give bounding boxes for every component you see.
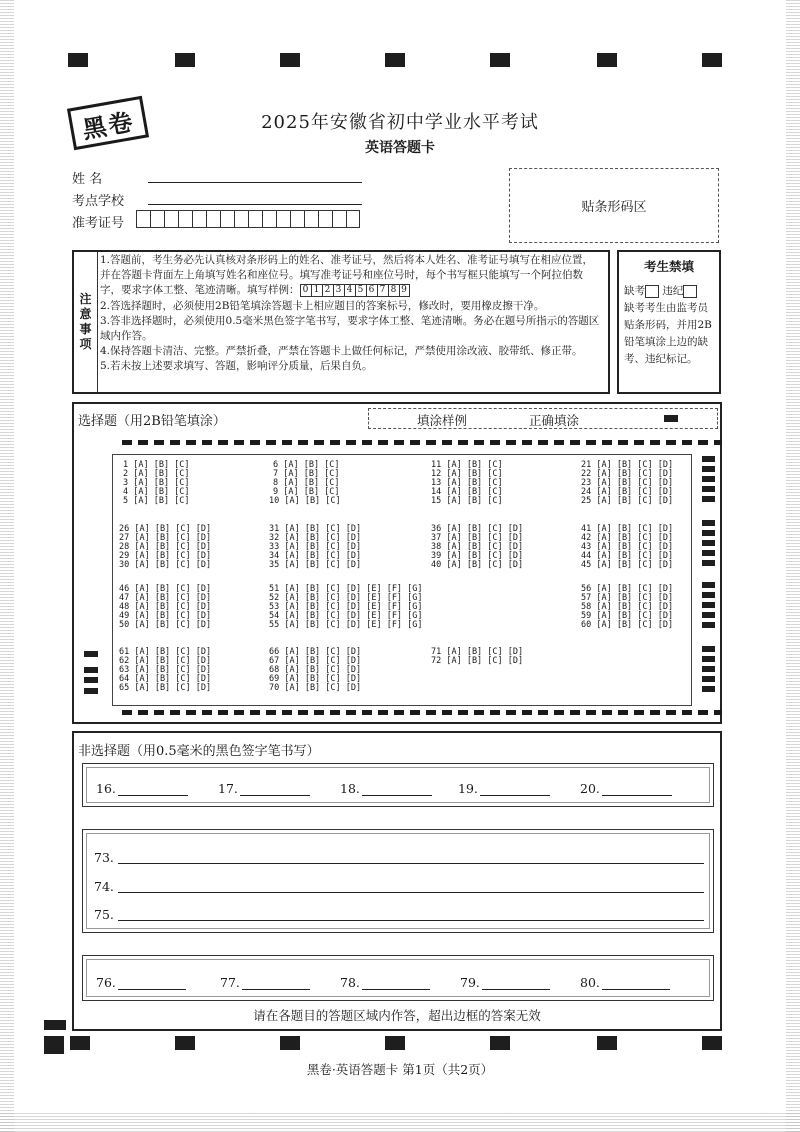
question-row[interactable]: 21 [A] [B] [C] [D] — [581, 460, 674, 470]
page-subtitle: 英语答题卡 — [365, 140, 435, 156]
question-row[interactable]: 26 [A] [B] [C] [D] — [119, 524, 212, 534]
q17-label: 17. — [218, 781, 238, 796]
id-label: 准考证号 — [72, 216, 125, 231]
question-row[interactable]: 7 [A] [B] [C] — [273, 469, 340, 479]
question-row[interactable]: 45 [A] [B] [C] [D] — [581, 560, 674, 570]
question-row[interactable]: 36 [A] [B] [C] [D] — [431, 524, 524, 534]
question-row[interactable]: 54 [A] [B] [C] [D] [E] [F] [G] — [269, 611, 423, 621]
timing-mark — [175, 53, 195, 67]
question-row[interactable]: 47 [A] [B] [C] [D] — [119, 593, 212, 603]
question-row[interactable]: 57 [A] [B] [C] [D] — [581, 593, 674, 603]
row-mark — [702, 602, 715, 608]
question-row[interactable]: 46 [A] [B] [C] [D] — [119, 584, 212, 594]
question-row[interactable]: 52 [A] [B] [C] [D] [E] [F] [G] — [269, 593, 423, 603]
row-mark — [702, 456, 715, 462]
q19-answer-line[interactable] — [480, 795, 550, 796]
question-row[interactable]: 71 [A] [B] [C] [D] — [431, 647, 524, 657]
q79-answer-line[interactable] — [482, 989, 550, 990]
q77-answer-line[interactable] — [242, 989, 310, 990]
q78-answer-line[interactable] — [362, 989, 430, 990]
question-row[interactable]: 59 [A] [B] [C] [D] — [581, 611, 674, 621]
row-mark — [702, 622, 715, 628]
question-row[interactable]: 51 [A] [B] [C] [D] [E] [F] [G] — [269, 584, 423, 594]
question-row[interactable]: 29 [A] [B] [C] [D] — [119, 551, 212, 561]
timing-mark — [597, 53, 617, 67]
absent-row: 缺考 违纪 — [624, 283, 714, 300]
question-row[interactable]: 72 [A] [B] [C] [D] — [431, 656, 524, 666]
school-field[interactable] — [148, 204, 362, 205]
question-row[interactable]: 23 [A] [B] [C] [D] — [581, 478, 674, 488]
row-mark — [702, 676, 715, 682]
question-row[interactable]: 11 [A] [B] [C] — [431, 460, 503, 470]
row-mark — [702, 496, 715, 502]
question-row[interactable]: 27 [A] [B] [C] [D] — [119, 533, 212, 543]
question-row[interactable]: 2 [A] [B] [C] — [123, 469, 190, 479]
row-mark — [702, 592, 715, 598]
side-mark — [84, 667, 98, 673]
sample-digits: 0 1 2 3 4 5 6 7 8 9 — [300, 284, 410, 297]
question-row[interactable]: 24 [A] [B] [C] [D] — [581, 487, 674, 497]
fill-sample-label: 填涂样例 — [417, 413, 468, 428]
question-row[interactable]: 5 [A] [B] [C] — [123, 496, 190, 506]
row-mark — [702, 540, 715, 546]
choice-heading: 选择题（用2B铅笔填涂） — [78, 414, 226, 429]
warning-text: 请在各题目的答题区域内作答，超出边框的答案无效 — [253, 1008, 541, 1023]
question-row[interactable]: 62 [A] [B] [C] [D] — [119, 656, 212, 666]
bottom-edge-texture — [0, 1112, 800, 1132]
question-row[interactable]: 66 [A] [B] [C] [D] — [269, 647, 362, 657]
row-mark — [702, 486, 715, 492]
question-row[interactable]: 60 [A] [B] [C] [D] — [581, 620, 674, 630]
question-row[interactable]: 41 [A] [B] [C] [D] — [581, 524, 674, 534]
row-mark — [702, 530, 715, 536]
row-mark — [702, 560, 715, 566]
correct-fill-label: 正确填涂 — [529, 413, 580, 428]
note-item: 5.若未按上述要求填写、答题，影响评分质量，后果自负。 — [100, 360, 373, 373]
question-row[interactable]: 65 [A] [B] [C] [D] — [119, 683, 212, 693]
side-mark — [84, 688, 98, 694]
q79-label: 79. — [460, 975, 480, 990]
timing-mark — [68, 53, 88, 67]
question-row[interactable]: 70 [A] [B] [C] [D] — [269, 683, 362, 693]
nonchoice-heading: 非选择题（用0.5毫米的黑色签字笔书写） — [78, 744, 320, 759]
dash-row-bottom — [122, 710, 722, 715]
q76-label: 76. — [96, 975, 116, 990]
q80-answer-line[interactable] — [602, 989, 670, 990]
question-row[interactable]: 50 [A] [B] [C] [D] — [119, 620, 212, 630]
row-mark — [702, 466, 715, 472]
page-footer: 黑卷·英语答题卡 第1页（共2页） — [306, 1062, 494, 1077]
question-row[interactable]: 56 [A] [B] [C] [D] — [581, 584, 674, 594]
q18-label: 18. — [340, 781, 360, 796]
timing-mark — [490, 53, 510, 67]
row-mark — [702, 520, 715, 526]
q19-label: 19. — [458, 781, 478, 796]
row-mark — [702, 550, 715, 556]
timing-mark — [490, 1036, 510, 1050]
proctor-title: 考生禁填 — [643, 259, 694, 274]
q20-label: 20. — [580, 781, 600, 796]
side-mark — [84, 677, 98, 683]
timing-mark — [597, 1036, 617, 1050]
timing-mark — [280, 1036, 300, 1050]
proctor-instruction: 缺考考生由监考员贴条形码，并用2B铅笔填涂上边的缺考、违纪标记。 — [624, 302, 712, 365]
q73-answer-line[interactable] — [118, 863, 704, 864]
note-item: 3.答非选择题时，必须使用0.5毫米黑色签字笔书写，要求字体工整、笔迹清晰。务必在题号所指示的答题区域内作答。 — [100, 314, 600, 343]
notes-side-label: 注 意 事 项 — [74, 252, 98, 392]
question-row[interactable]: 40 [A] [B] [C] [D] — [431, 560, 524, 570]
timing-mark — [175, 1036, 195, 1050]
timing-mark — [702, 1036, 722, 1050]
note-item: 4.保持答题卡清洁、完整。严禁折叠，严禁在答题卡上做任何标记，严禁使用涂改液、胶带纸、修正带。 — [100, 345, 583, 358]
question-row[interactable]: 61 [A] [B] [C] [D] — [119, 647, 212, 657]
question-row[interactable]: 67 [A] [B] [C] [D] — [269, 656, 362, 666]
nonchoice-section — [72, 731, 722, 1031]
question-row[interactable]: 34 [A] [B] [C] [D] — [269, 551, 362, 561]
exam-id-input[interactable] — [136, 210, 360, 228]
row-mark — [702, 686, 715, 692]
q18-answer-line[interactable] — [362, 795, 432, 796]
question-row[interactable]: 25 [A] [B] [C] [D] — [581, 496, 674, 506]
correct-fill-mark — [664, 415, 678, 422]
question-row[interactable]: 42 [A] [B] [C] [D] — [581, 533, 674, 543]
question-row[interactable]: 64 [A] [B] [C] [D] — [119, 674, 212, 684]
notes-text — [100, 253, 602, 375]
q17-answer-line[interactable] — [240, 795, 310, 796]
q73-label: 73. — [94, 850, 114, 865]
question-row[interactable]: 37 [A] [B] [C] [D] — [431, 533, 524, 543]
question-row[interactable]: 55 [A] [B] [C] [D] [E] [F] [G] — [269, 620, 423, 630]
question-row[interactable]: 69 [A] [B] [C] [D] — [269, 674, 362, 684]
side-mark — [84, 651, 98, 657]
question-row[interactable]: 30 [A] [B] [C] [D] — [119, 560, 212, 570]
proctor-box — [617, 250, 721, 394]
left-edge-texture — [0, 0, 14, 1132]
answer-box-76-80-inner — [86, 959, 710, 997]
name-label: 姓 名 — [72, 172, 103, 187]
question-row[interactable]: 28 [A] [B] [C] [D] — [119, 542, 212, 552]
question-row[interactable]: 10 [A] [B] [C] — [269, 496, 341, 506]
q76-answer-line[interactable] — [118, 989, 186, 990]
question-row[interactable]: 31 [A] [B] [C] [D] — [269, 524, 362, 534]
question-row[interactable]: 13 [A] [B] [C] — [431, 478, 503, 488]
q78-label: 78. — [340, 975, 360, 990]
absent-checkbox[interactable] — [645, 285, 659, 298]
question-row[interactable]: 68 [A] [B] [C] [D] — [269, 665, 362, 675]
brand-logo: 黑卷 — [67, 96, 149, 151]
question-row[interactable]: 39 [A] [B] [C] [D] — [431, 551, 524, 561]
question-row[interactable]: 14 [A] [B] [C] — [431, 487, 503, 497]
page-title: 2025年安徽省初中学业水平考试 — [261, 112, 539, 133]
barcode-area: 贴条形码区 — [509, 168, 719, 243]
question-row[interactable]: 33 [A] [B] [C] [D] — [269, 542, 362, 552]
timing-mark — [44, 1036, 64, 1054]
school-label: 考点学校 — [72, 194, 125, 209]
question-row[interactable]: 35 [A] [B] [C] [D] — [269, 560, 362, 570]
choice-section — [72, 402, 722, 724]
question-row[interactable]: 49 [A] [B] [C] [D] — [119, 611, 212, 621]
q16-label: 16. — [96, 781, 116, 796]
row-mark — [702, 476, 715, 482]
question-row[interactable]: 22 [A] [B] [C] [D] — [581, 469, 674, 479]
answer-box-16-20-inner — [86, 767, 710, 803]
question-row[interactable]: 43 [A] [B] [C] [D] — [581, 542, 674, 552]
question-row[interactable]: 4 [A] [B] [C] — [123, 487, 190, 497]
violation-checkbox[interactable] — [683, 285, 697, 298]
row-mark — [702, 656, 715, 662]
name-field[interactable] — [148, 182, 362, 183]
timing-mark — [70, 1036, 90, 1050]
question-row[interactable]: 3 [A] [B] [C] — [123, 478, 190, 488]
q80-label: 80. — [580, 975, 600, 990]
question-row[interactable]: 8 [A] [B] [C] — [273, 478, 340, 488]
question-row[interactable]: 53 [A] [B] [C] [D] [E] [F] [G] — [269, 602, 423, 612]
q77-label: 77. — [220, 975, 240, 990]
dash-row-top — [122, 440, 722, 445]
question-row[interactable]: 63 [A] [B] [C] [D] — [119, 665, 212, 675]
question-row[interactable]: 38 [A] [B] [C] [D] — [431, 542, 524, 552]
note-item: 2.答选择题时，必须使用2B铅笔填涂答题卡上相应题目的答案标号，修改时，要用橡皮擦干净。 — [100, 299, 545, 312]
question-row[interactable]: 6 [A] [B] [C] — [273, 460, 340, 470]
timing-mark — [702, 53, 722, 67]
bubble-grid — [112, 454, 692, 706]
note-item: 1.答题前，考生务必先认真核对条形码上的姓名、准考证号，然后将本人姓名、准考证号填写在相应位置，并在答题卡背面左上角填写姓名和座位号。填写准考证号和座位号时，每个书写框只能填写一个阿拉伯数字，要求字体工整、笔迹清晰。填写样例： 0 1 2 3 4 5 6 7 8 9 — [100, 254, 594, 297]
timing-mark — [44, 1020, 66, 1030]
q74-answer-line[interactable] — [118, 892, 704, 893]
q16-answer-line[interactable] — [118, 795, 188, 796]
question-row[interactable]: 15 [A] [B] [C] — [431, 496, 503, 506]
question-row[interactable]: 48 [A] [B] [C] [D] — [119, 602, 212, 612]
row-mark — [702, 646, 715, 652]
question-row[interactable]: 9 [A] [B] [C] — [273, 487, 340, 497]
q75-label: 75. — [94, 907, 114, 922]
q20-answer-line[interactable] — [602, 795, 672, 796]
right-edge-texture — [786, 0, 800, 1132]
question-row[interactable]: 32 [A] [B] [C] [D] — [269, 533, 362, 543]
q74-label: 74. — [94, 879, 114, 894]
question-row[interactable]: 1 [A] [B] [C] — [123, 460, 190, 470]
question-row[interactable]: 58 [A] [B] [C] [D] — [581, 602, 674, 612]
notes-panel — [72, 250, 610, 394]
row-mark — [702, 666, 715, 672]
question-row[interactable]: 44 [A] [B] [C] [D] — [581, 551, 674, 561]
q75-answer-line[interactable] — [118, 920, 704, 921]
timing-mark — [385, 53, 405, 67]
row-mark — [702, 582, 715, 588]
row-mark — [702, 612, 715, 618]
answer-box-73-75-inner — [86, 833, 710, 929]
question-row[interactable]: 12 [A] [B] [C] — [431, 469, 503, 479]
timing-mark — [280, 53, 300, 67]
fill-sample-box — [368, 408, 718, 429]
timing-mark — [385, 1036, 405, 1050]
